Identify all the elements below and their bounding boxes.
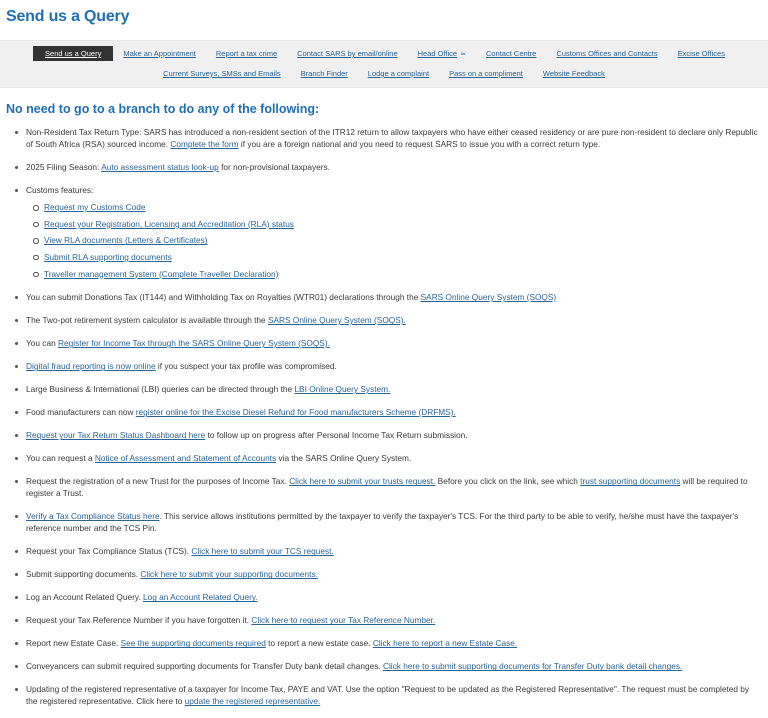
- list-item-trust-registration: [26, 475, 758, 499]
- text-fragment: You can: [26, 338, 58, 349]
- list-item-transfer-duty: [26, 660, 758, 672]
- text-fragment: Customs features:: [26, 185, 94, 196]
- text-fragment: Before you click on the link, see which: [435, 476, 581, 487]
- text-fragment: for non-provisional taxpayers.: [218, 162, 330, 173]
- text-fragment: Conveyancers can submit required supporting documents for Transfer Duty bank detail changes.: [26, 661, 383, 672]
- nav-item-contact-sars-by-email-online[interactable]: Contact SARS by email/online: [297, 49, 398, 58]
- link[interactable]: SARS Online Query System (SOQS): [420, 292, 557, 303]
- list-item-tax-return-status-dashboard: [26, 429, 758, 441]
- list-item-account-related-query: [26, 591, 758, 603]
- text-fragment: Large Business & International (LBI) queries can be directed through the: [26, 384, 295, 395]
- list-item-lbi: [26, 383, 758, 395]
- link[interactable]: Verify a Tax Compliance Status here: [26, 511, 160, 522]
- nav-item-customs-offices-and-contacts[interactable]: Customs Offices and Contacts: [556, 49, 658, 58]
- list-item-submit-rla-supporting: [44, 252, 758, 264]
- link[interactable]: Complete the form: [170, 139, 239, 150]
- sub-list-customs-features: [26, 202, 758, 280]
- link[interactable]: Request my Customs Code: [44, 202, 146, 213]
- list-item-request-tcs: [26, 545, 758, 557]
- link[interactable]: Request your Tax Return Status Dashboard here: [26, 430, 206, 441]
- text-fragment: Report new Estate Case.: [26, 638, 121, 649]
- link[interactable]: Click here to submit supporting documents for Transfer Duty bank detail changes.: [382, 661, 683, 672]
- list-item-customs-features: [26, 184, 758, 280]
- link[interactable]: Click here to submit your TCS request.: [191, 546, 334, 557]
- link[interactable]: View RLA documents (Letters & Certificates): [44, 235, 208, 246]
- list-item-rla-status: [44, 219, 758, 231]
- text-fragment: Food manufacturers can now: [26, 407, 136, 418]
- page-title: Send us a Query: [6, 8, 130, 25]
- link[interactable]: SARS Online Query System (SOQS).: [267, 315, 406, 326]
- nav-item-contact-centre[interactable]: Contact Centre: [485, 49, 537, 58]
- text-fragment: Updating of the registered representative of a taxpayer for Income Tax, PAYE and VAT. Use the option "Request to be updated as the Registered Representative". The request must be completed by the registered representative. Click here to: [26, 684, 750, 707]
- text-fragment: via the SARS Online Query System.: [276, 453, 412, 464]
- list-item-digital-fraud: [26, 360, 758, 372]
- nav-row-primary: [0, 46, 768, 61]
- text-fragment: to follow up on progress after Personal Income Tax Return submission.: [205, 430, 468, 441]
- link[interactable]: Click here to submit your trusts request.: [289, 476, 436, 487]
- text-fragment: Request the registration of a new Trust for the purposes of Income Tax.: [26, 476, 290, 487]
- link[interactable]: Submit RLA supporting documents: [44, 251, 172, 262]
- text-fragment: Submit supporting documents.: [26, 569, 141, 580]
- list-item-notice-of-assessment: [26, 452, 758, 464]
- list-item-register-income-tax: [26, 337, 758, 349]
- text-fragment: if you suspect your tax profile was compromised.: [155, 361, 337, 372]
- text-fragment: to report a new estate case.: [265, 638, 373, 649]
- list-item-tax-reference-number: [26, 614, 758, 626]
- list-item-filing-season: [26, 161, 758, 173]
- link[interactable]: Digital fraud reporting is now online: [26, 361, 156, 372]
- list-item-non-resident: [26, 126, 758, 150]
- nav-item-pass-on-a-compliment[interactable]: Pass on a compliment: [449, 69, 523, 78]
- list-item-estate-case: [26, 637, 758, 649]
- nav-item-head-office[interactable]: Head Office ≃: [417, 49, 466, 58]
- text-fragment: if you are a foreign national and you need to request SARS to issue you with a correct return type.: [238, 139, 601, 150]
- link[interactable]: Request your Registration, Licensing and Accreditation (RLA) status: [44, 218, 294, 229]
- text-fragment: Non-Resident Tax Return Type: SARS has introduced a non-resident section of the ITR12 return to allow taxpayers who have either ceased residency or are pure non-resident to declare only Republic of South Africa (RSA) sourced income.: [26, 127, 758, 150]
- text-fragment: Request your Tax Reference Number if you have forgotten it.: [26, 615, 252, 626]
- primary-navigation: [0, 40, 768, 88]
- nav-item-current-surveys-smss-and-emails[interactable]: Current Surveys, SMSs and Emails: [163, 69, 281, 78]
- text-fragment: 2025 Filing Season:: [26, 162, 102, 173]
- link[interactable]: Traveller management System (Complete Traveller Declaration): [44, 268, 279, 279]
- list-item-donations-tax: [26, 291, 758, 303]
- link[interactable]: Log an Account Related Query.: [143, 592, 258, 603]
- list-item-view-rla-documents: [44, 235, 758, 247]
- list-item-registered-representative: [26, 683, 758, 707]
- nav-item-excise-offices[interactable]: Excise Offices: [677, 49, 725, 58]
- list-item-two-pot: [26, 314, 758, 326]
- list-item-drfms: [26, 406, 758, 418]
- list-item-request-customs-code: [44, 202, 758, 214]
- section-heading: No need to go to a branch to do any of the following:: [6, 102, 320, 116]
- link[interactable]: Auto assessment status look-up: [101, 162, 219, 173]
- list-item-submit-supporting-docs: [26, 568, 758, 580]
- nav-item-website-feedback[interactable]: Website Feedback: [542, 69, 605, 78]
- link[interactable]: Click here to submit your supporting documents.: [140, 569, 318, 580]
- nav-item-lodge-a-complaint[interactable]: Lodge a complaint: [367, 69, 430, 78]
- text-fragment: Log an Account Related Query.: [26, 592, 143, 603]
- nav-row-secondary: [0, 66, 768, 81]
- text-fragment: You can request a: [26, 453, 95, 464]
- link[interactable]: update the registered representative.: [184, 696, 321, 707]
- text-fragment: You can submit Donations Tax (IT144) and Withholding Tax on Royalties (WTR01) declarations through the: [26, 292, 421, 303]
- text-fragment: Request your Tax Compliance Status (TCS).: [26, 546, 192, 557]
- nav-item-report-a-tax-crime[interactable]: Report a tax crime: [215, 49, 278, 58]
- services-list: [0, 126, 768, 707]
- nav-item-branch-finder[interactable]: Branch Finder: [300, 69, 348, 78]
- link[interactable]: See the supporting documents required: [120, 638, 266, 649]
- list-item-traveller-management: [44, 269, 758, 281]
- text-fragment: . This service allows institutions permitted by the taxpayer to verify the taxpayer's TCS. For the third party to be able to verify, he/she must have the taxpayer's reference number and the TCS Pin.: [26, 511, 739, 534]
- list-item-verify-tcs: [26, 510, 758, 534]
- nav-item-make-an-appointment[interactable]: Make an Appointment: [123, 49, 196, 58]
- link[interactable]: register online for the Excise Diesel Refund for Food manufacturers Scheme (DRFMS).: [135, 407, 456, 418]
- link[interactable]: LBI Online Query System.: [294, 384, 391, 395]
- text-fragment: will be required to register a Trust.: [26, 476, 748, 499]
- link[interactable]: Click here to request your Tax Reference Number.: [251, 615, 436, 626]
- nav-item-send-us-a-query[interactable]: Send us a Query: [33, 46, 113, 61]
- link[interactable]: trust supporting documents: [580, 476, 681, 487]
- chevron-down-icon: ≃: [460, 51, 466, 58]
- link[interactable]: Notice of Assessment and Statement of Accounts: [94, 453, 277, 464]
- link[interactable]: Click here to report a new Estate Case.: [372, 638, 518, 649]
- text-fragment: The Two-pot retirement system calculator is available through the: [26, 315, 268, 326]
- link[interactable]: Register for Income Tax through the SARS Online Query System (SOQS).: [58, 338, 330, 349]
